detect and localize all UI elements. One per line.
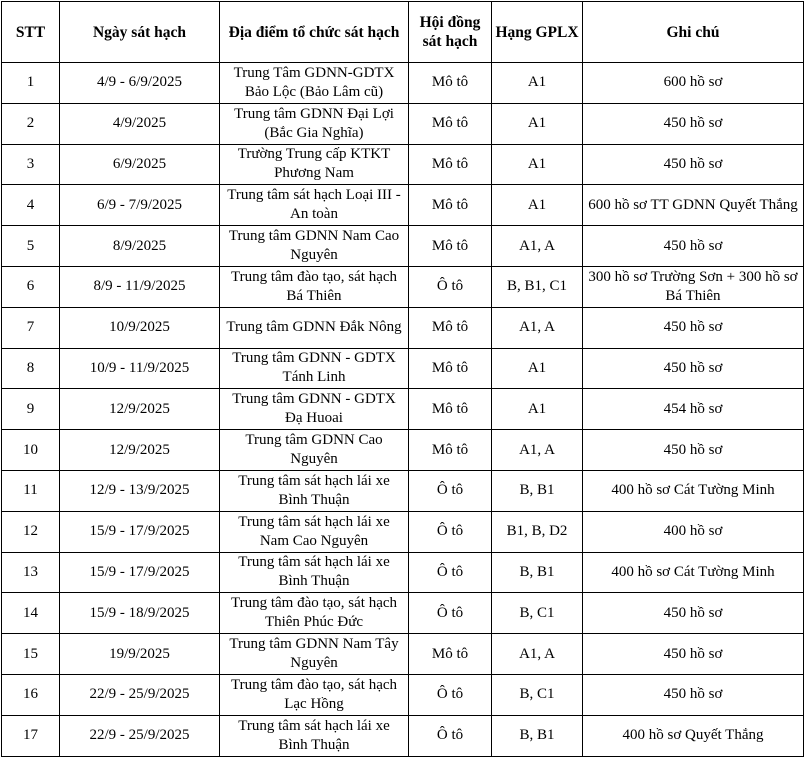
cell-location: Trung tâm sát hạch Loại III - An toàn [220,185,409,226]
table-row [2,307,804,348]
cell-council: Ô tô [409,266,492,307]
cell-council: Ô tô [409,552,492,593]
cell-date: 15/9 - 18/9/2025 [60,593,220,634]
table-row [2,430,804,471]
table-row [2,634,804,675]
table-row [2,266,804,307]
cell-date: 15/9 - 17/9/2025 [60,552,220,593]
cell-date: 12/9/2025 [60,389,220,430]
header-stt: STT [2,2,60,63]
cell-date: 22/9 - 25/9/2025 [60,715,220,756]
cell-stt: 9 [2,389,60,430]
header-row [2,2,804,63]
cell-location: Trường Trung cấp KTKT Phương Nam [220,144,409,185]
cell-license: B, B1, C1 [492,266,583,307]
cell-note: 400 hồ sơ Cát Tường Minh [583,470,804,511]
cell-date: 19/9/2025 [60,634,220,675]
cell-council: Mô tô [409,185,492,226]
table-row [2,185,804,226]
cell-location: Trung tâm GDNN Đắk Nông [220,307,409,348]
cell-note: 400 hồ sơ [583,511,804,552]
cell-stt: 3 [2,144,60,185]
cell-license: B, C1 [492,674,583,715]
table-header [2,2,804,63]
table-row [2,552,804,593]
cell-stt: 12 [2,511,60,552]
header-license: Hạng GPLX [492,2,583,63]
cell-date: 6/9/2025 [60,144,220,185]
cell-council: Mô tô [409,103,492,144]
cell-council: Mô tô [409,226,492,267]
cell-license: B, B1 [492,470,583,511]
header-council: Hội đồng sát hạch [409,2,492,63]
cell-location: Trung tâm sát hạch lái xe Nam Cao Nguyên [220,511,409,552]
cell-location: Trung tâm GDNN - GDTX Tánh Linh [220,348,409,389]
header-location: Địa điểm tổ chức sát hạch [220,2,409,63]
table-row [2,63,804,104]
cell-stt: 8 [2,348,60,389]
cell-stt: 16 [2,674,60,715]
header-date: Ngày sát hạch [60,2,220,63]
cell-location: Trung tâm GDNN Nam Cao Nguyên [220,226,409,267]
cell-stt: 5 [2,226,60,267]
cell-note: 454 hồ sơ [583,389,804,430]
table-row [2,144,804,185]
cell-license: A1 [492,103,583,144]
cell-stt: 13 [2,552,60,593]
cell-note: 400 hồ sơ Cát Tường Minh [583,552,804,593]
cell-license: A1 [492,144,583,185]
table-row [2,348,804,389]
cell-note: 400 hồ sơ Quyết Thắng [583,715,804,756]
cell-council: Ô tô [409,674,492,715]
cell-note: 450 hồ sơ [583,634,804,675]
cell-note: 300 hồ sơ Trường Sơn + 300 hồ sơ Bá Thiên [583,266,804,307]
cell-location: Trung tâm đào tạo, sát hạch Thiên Phúc Đức [220,593,409,634]
header-note: Ghi chú [583,2,804,63]
cell-location: Trung tâm đào tạo, sát hạch Lạc Hồng [220,674,409,715]
cell-council: Mô tô [409,307,492,348]
cell-stt: 15 [2,634,60,675]
cell-location: Trung tâm GDNN Đại Lợi (Bắc Gia Nghĩa) [220,103,409,144]
cell-date: 12/9 - 13/9/2025 [60,470,220,511]
cell-stt: 2 [2,103,60,144]
cell-license: A1, A [492,226,583,267]
cell-location: Trung tâm sát hạch lái xe Bình Thuận [220,470,409,511]
cell-license: B, B1 [492,552,583,593]
table-row [2,103,804,144]
exam-schedule-table [1,1,804,757]
cell-stt: 17 [2,715,60,756]
cell-date: 6/9 - 7/9/2025 [60,185,220,226]
cell-note: 450 hồ sơ [583,430,804,471]
cell-license: A1 [492,348,583,389]
table-row [2,593,804,634]
cell-date: 12/9/2025 [60,430,220,471]
cell-note: 450 hồ sơ [583,674,804,715]
cell-stt: 10 [2,430,60,471]
cell-stt: 7 [2,307,60,348]
cell-stt: 1 [2,63,60,104]
cell-license: A1 [492,389,583,430]
cell-council: Mô tô [409,63,492,104]
cell-stt: 4 [2,185,60,226]
cell-location: Trung tâm GDNN Nam Tây Nguyên [220,634,409,675]
cell-license: B, C1 [492,593,583,634]
cell-date: 4/9/2025 [60,103,220,144]
cell-council: Mô tô [409,430,492,471]
table-row [2,511,804,552]
cell-license: B, B1 [492,715,583,756]
cell-date: 4/9 - 6/9/2025 [60,63,220,104]
cell-location: Trung tâm GDNN - GDTX Đạ Huoai [220,389,409,430]
cell-license: A1, A [492,307,583,348]
cell-date: 8/9 - 11/9/2025 [60,266,220,307]
cell-location: Trung tâm đào tạo, sát hạch Bá Thiên [220,266,409,307]
cell-date: 10/9 - 11/9/2025 [60,348,220,389]
cell-stt: 14 [2,593,60,634]
cell-note: 450 hồ sơ [583,226,804,267]
cell-council: Ô tô [409,715,492,756]
cell-location: Trung Tâm GDNN-GDTX Bảo Lộc (Bảo Lâm cũ) [220,63,409,104]
table-row [2,389,804,430]
cell-license: B1, B, D2 [492,511,583,552]
cell-license: A1, A [492,430,583,471]
cell-note: 450 hồ sơ [583,103,804,144]
cell-council: Ô tô [409,470,492,511]
cell-council: Mô tô [409,144,492,185]
cell-license: A1 [492,185,583,226]
table-row [2,226,804,267]
cell-location: Trung tâm sát hạch lái xe Bình Thuận [220,715,409,756]
cell-note: 450 hồ sơ [583,593,804,634]
cell-license: A1 [492,63,583,104]
cell-note: 450 hồ sơ [583,348,804,389]
cell-stt: 11 [2,470,60,511]
cell-stt: 6 [2,266,60,307]
cell-council: Ô tô [409,593,492,634]
cell-date: 10/9/2025 [60,307,220,348]
table-row [2,674,804,715]
cell-note: 600 hồ sơ TT GDNN Quyết Thắng [583,185,804,226]
cell-council: Mô tô [409,348,492,389]
cell-location: Trung tâm sát hạch lái xe Bình Thuận [220,552,409,593]
cell-date: 8/9/2025 [60,226,220,267]
cell-location: Trung tâm GDNN Cao Nguyên [220,430,409,471]
cell-date: 15/9 - 17/9/2025 [60,511,220,552]
table-row [2,715,804,756]
cell-council: Mô tô [409,634,492,675]
cell-note: 450 hồ sơ [583,144,804,185]
cell-council: Ô tô [409,511,492,552]
cell-note: 600 hồ sơ [583,63,804,104]
cell-council: Mô tô [409,389,492,430]
table-row [2,470,804,511]
cell-date: 22/9 - 25/9/2025 [60,674,220,715]
cell-note: 450 hồ sơ [583,307,804,348]
table-body [2,63,804,757]
cell-license: A1, A [492,634,583,675]
